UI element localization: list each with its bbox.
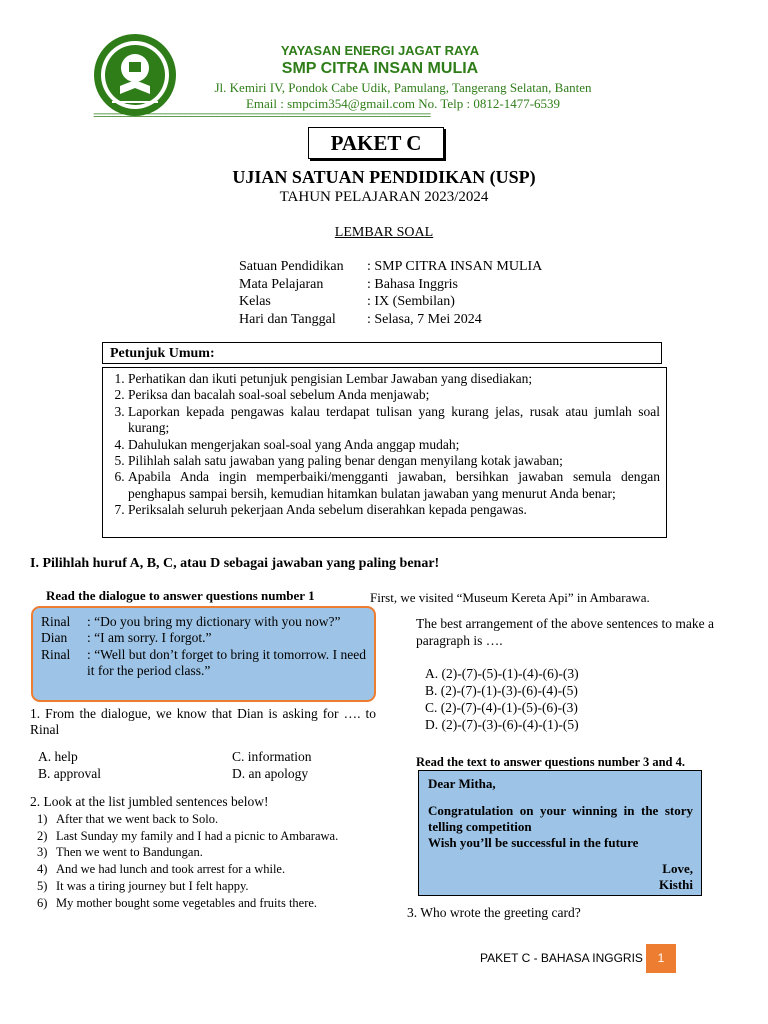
speaker: Dian	[41, 630, 68, 646]
school-name: SMP CITRA INSAN MULIA	[281, 60, 479, 77]
reading-instruction-1: Read the dialogue to answer questions number 1	[46, 588, 315, 603]
item-number: 4)	[37, 862, 48, 877]
exam-title: UJIAN SATUAN PENDIDIKAN (USP)	[232, 167, 536, 187]
info-key: Kelas	[239, 294, 271, 309]
q1-option-d: D. an apology	[232, 766, 309, 781]
dialogue-text: : “Do you bring my dictionary with you now?”	[87, 614, 341, 629]
q2-option-c: C. (2)-(7)-(4)-(1)-(5)-(6)-(3)	[425, 700, 578, 715]
dialogue-text: : “Well but don’t forget to bring it tomorrow. I need it for the period class.”	[87, 646, 366, 678]
item-text: Last Sunday my family and I had a picnic to Ambarawa.	[56, 828, 339, 843]
item-number: 3)	[37, 845, 48, 860]
dialogue-box	[31, 606, 376, 702]
dialogue-line	[41, 647, 366, 680]
info-key: Hari dan Tanggal	[239, 311, 336, 327]
list-item	[37, 811, 377, 828]
q2-option-b: B. (2)-(7)-(1)-(3)-(6)-(4)-(5)	[425, 683, 578, 698]
jumbled-list	[37, 811, 377, 911]
item-text: My mother bought some vegetables and fruits there.	[56, 895, 318, 910]
q1-option-c: C. information	[232, 749, 312, 764]
instruction-item: 7. Periksalah seluruh pekerjaan Anda sebelum diserahkan kepada pengawas.	[128, 502, 660, 518]
reading-instruction-2: Read the text to answer questions number 3 and 4.	[416, 755, 686, 769]
list-item	[37, 895, 377, 912]
exam-info	[239, 258, 542, 328]
item-text: After that we went back to Solo.	[56, 812, 219, 826]
question-1: 1. From the dialogue, we know that Dian is asking for …. to Rinal	[30, 706, 376, 738]
question-3: 3. Who wrote the greeting card?	[407, 905, 581, 920]
item-number: 5)	[37, 878, 48, 893]
instruction-item: 6. Apabila Anda ingin memperbaiki/mengganti jawaban, bersihkan jawaban semula dengan penghapus sampai bersih, kemudian hitamkan bulatan jawaban yang menurut Anda benar;	[128, 469, 660, 502]
card-body: Congratulation on your winning in the story telling competition	[428, 803, 693, 834]
info-row	[239, 258, 542, 276]
list-item	[37, 828, 377, 845]
instruction-item: 1. Perhatikan dan ikuti petunjuk pengisian Lembar Jawaban yang disediakan;	[128, 371, 660, 387]
instructions-title: Petunjuk Umum:	[102, 342, 662, 364]
q1-option-b: B. approval	[38, 766, 101, 781]
q2-option-a: A. (2)-(7)-(5)-(1)-(4)-(6)-(3)	[425, 666, 579, 681]
info-value: : IX (Sembilan)	[367, 294, 455, 309]
footer-label: PAKET C - BAHASA INGGRIS	[480, 951, 643, 965]
list-continuation: First, we visited “Museum Kereta Api” in Ambarawa.	[370, 590, 650, 605]
info-value: : Selasa, 7 Mei 2024	[367, 311, 482, 327]
card-sender: Kisthi	[659, 877, 693, 892]
instruction-item: 2. Periksa dan bacalah soal-soal sebelum Anda menjawab;	[128, 387, 660, 403]
instruction-item: 5. Pilihlah salah satu jawaban yang paling benar dengan menyilang kotak jawaban;	[128, 453, 660, 469]
item-text: Then we went to Bandungan.	[56, 845, 203, 860]
item-number: 2)	[37, 828, 48, 843]
instruction-item: 3. Laporkan kepada pengawas kalau terdapat tulisan yang kurang jelas, rusak atau jumlah soal kurang;	[128, 404, 660, 437]
list-item	[37, 844, 377, 861]
speaker: Rinal	[41, 646, 71, 662]
school-logo	[92, 32, 178, 118]
dialogue-line	[41, 630, 366, 646]
card-closing: Love,	[662, 861, 693, 876]
section-title: I. Pilihlah huruf A, B, C, atau D sebagai jawaban yang paling benar!	[30, 556, 440, 571]
info-row	[239, 311, 542, 329]
item-text: And we had lunch and took arrest for a while.	[56, 862, 286, 877]
sheet-title: LEMBAR SOAL	[334, 225, 434, 240]
item-number: 1)	[37, 812, 48, 826]
instructions-box	[102, 367, 667, 538]
greeting-card	[418, 770, 702, 896]
q1-option-a: A. help	[38, 749, 78, 764]
exam-year: TAHUN PELAJARAN 2023/2024	[279, 189, 489, 205]
dialogue-text: : “I am sorry. I forgot.”	[87, 630, 212, 646]
school-contact: Email : smpcim354@gmail.com No. Telp : 0812-1477-6539	[245, 96, 561, 111]
q2-option-d: D. (2)-(7)-(3)-(6)-(4)-(1)-(5)	[425, 717, 579, 732]
package-label: PAKET C	[308, 127, 444, 159]
q2-prompt: The best arrangement of the above sentences to make a paragraph is ….	[416, 616, 714, 648]
dialogue-line	[41, 614, 366, 630]
page-number: 1	[646, 944, 676, 973]
item-number: 6)	[37, 895, 48, 910]
info-value: : Bahasa Inggris	[367, 276, 458, 292]
list-item	[37, 878, 377, 895]
instruction-item: 4. Dahulukan mengerjakan soal-soal yang Anda anggap mudah;	[128, 437, 660, 453]
header-divider: ==================================================================	[93, 111, 430, 123]
info-row	[239, 276, 542, 294]
card-wish: Wish you’ll be successful in the future	[428, 835, 639, 850]
info-key: Mata Pelajaran	[239, 276, 324, 292]
item-text: It was a tiring journey but I felt happy.	[56, 878, 249, 893]
card-greeting: Dear Mitha,	[428, 776, 496, 791]
info-key: Satuan Pendidikan	[239, 259, 344, 274]
foundation-name: YAYASAN ENERGI JAGAT RAYA	[280, 43, 480, 58]
school-address: Jl. Kemiri IV, Pondok Cabe Udik, Pamulang, Tangerang Selatan, Banten	[214, 80, 592, 95]
list-item	[37, 861, 377, 878]
speaker: Rinal	[41, 614, 71, 629]
info-value: : SMP CITRA INSAN MULIA	[367, 259, 543, 274]
info-row	[239, 293, 542, 311]
question-2: 2. Look at the list jumbled sentences below!	[30, 794, 269, 809]
